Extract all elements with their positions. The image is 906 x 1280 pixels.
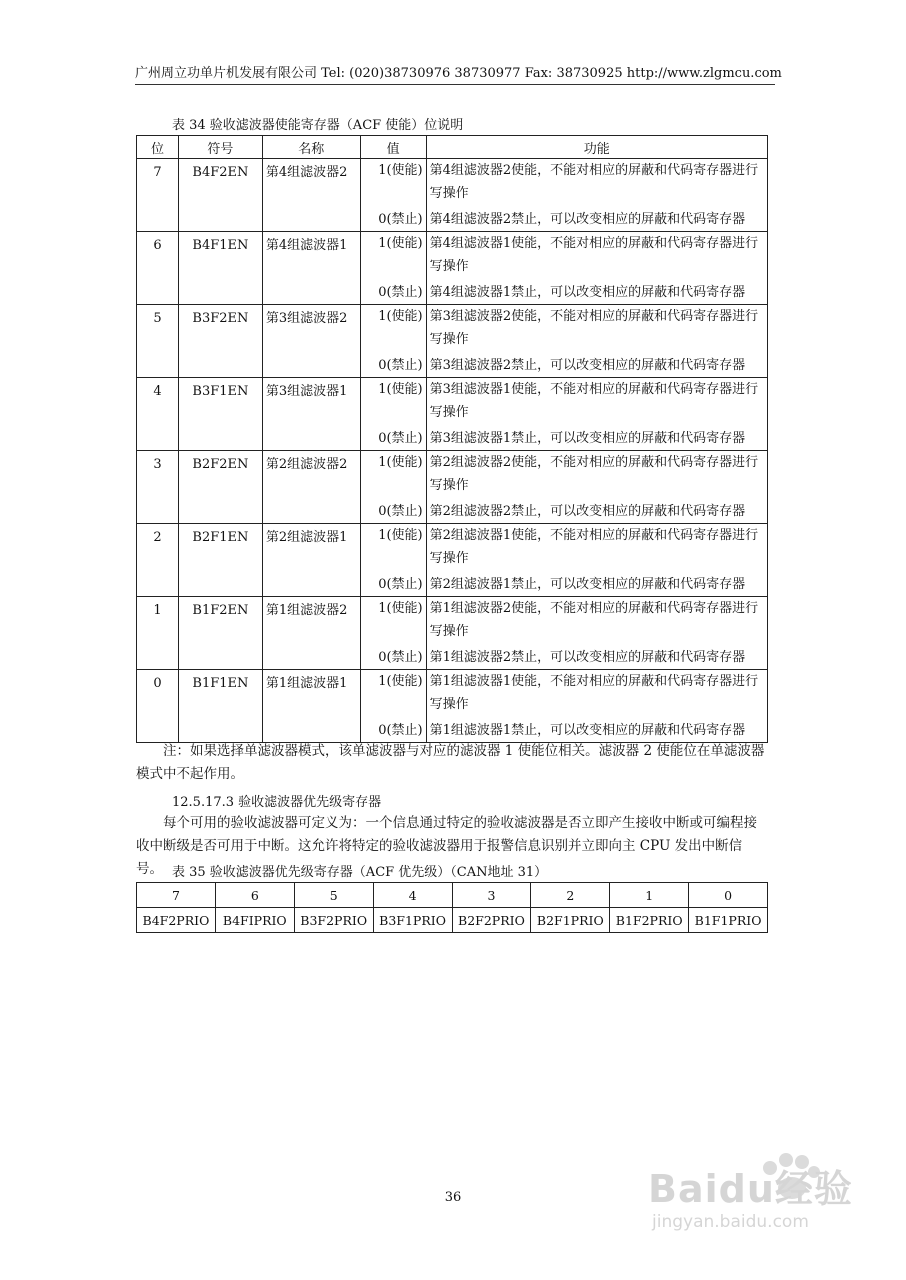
bit-cell: 3 <box>452 883 531 908</box>
symbol-cell: B1F1EN <box>178 670 262 743</box>
function-text: 写操作 <box>429 405 469 420</box>
paragraph-line: 每个可用的验收滤波器可定义为：一个信息通过特定的验收滤波器是否立即产生接收中断或可编程接 <box>163 815 757 831</box>
bit-cell: 4 <box>137 378 179 451</box>
bit-cell: 2 <box>531 883 610 908</box>
function-enable-cell <box>426 232 767 279</box>
table-row <box>137 597 768 644</box>
function-enable-cell <box>426 305 767 352</box>
table-row <box>137 232 768 279</box>
function-disable-cell: 第4组滤波器2禁止，可以改变相应的屏蔽和代码寄存器 <box>426 205 767 232</box>
symbol-cell: B3F2EN <box>178 305 262 378</box>
bit-cell: 4 <box>373 883 452 908</box>
header-name: 名称 <box>262 136 360 159</box>
symbol-cell: B4F2EN <box>178 159 262 232</box>
bit-name-cell: B1F1PRIO <box>689 908 768 933</box>
table-row <box>137 378 768 425</box>
function-disable-cell: 第3组滤波器1禁止，可以改变相应的屏蔽和代码寄存器 <box>426 424 767 451</box>
symbol-cell: B2F2EN <box>178 451 262 524</box>
value-disable-cell: 0(禁止) <box>360 716 426 743</box>
bit-cell: 1 <box>610 883 689 908</box>
value-enable-cell: 1(使能) <box>360 305 426 352</box>
bit-name-cell: B4FIPRIO <box>215 908 294 933</box>
page-header: 广州周立功单片机发展有限公司 Tel: (020)38730976 38730977 Fax: 38730925 http://www.zlgmcu.com <box>135 66 782 81</box>
value-disable-cell: 0(禁止) <box>360 643 426 670</box>
name-cell: 第3组滤波器1 <box>262 378 360 451</box>
table-row <box>137 305 768 352</box>
header-symbol: 符号 <box>178 136 262 159</box>
value-enable-cell: 1(使能) <box>360 670 426 717</box>
value-enable-cell: 1(使能) <box>360 451 426 498</box>
table-row <box>137 524 768 571</box>
function-text: 写操作 <box>429 478 469 493</box>
bit-cell: 3 <box>137 451 179 524</box>
name-cell: 第2组滤波器2 <box>262 451 360 524</box>
bit-cell: 5 <box>294 883 373 908</box>
function-enable-cell <box>426 670 767 717</box>
bit-number-row <box>137 883 768 908</box>
bit-cell: 2 <box>137 524 179 597</box>
table-row <box>137 159 768 206</box>
baidu-watermark <box>630 1140 880 1250</box>
function-enable-cell <box>426 378 767 425</box>
value-enable-cell: 1(使能) <box>360 597 426 644</box>
watermark-brand: Baidu经验 <box>648 1167 853 1211</box>
bit-cell: 0 <box>137 670 179 743</box>
symbol-cell: B3F1EN <box>178 378 262 451</box>
bit-name-row <box>137 908 768 933</box>
function-text: 第1组滤波器2使能，不能对相应的屏蔽和代码寄存器进行 <box>429 601 759 616</box>
function-disable-cell: 第2组滤波器1禁止，可以改变相应的屏蔽和代码寄存器 <box>426 570 767 597</box>
function-disable-cell: 第1组滤波器1禁止，可以改变相应的屏蔽和代码寄存器 <box>426 716 767 743</box>
function-text: 第3组滤波器2使能，不能对相应的屏蔽和代码寄存器进行 <box>429 309 759 324</box>
table-header-row <box>137 136 768 159</box>
name-cell: 第1组滤波器2 <box>262 597 360 670</box>
note-line: 模式中不起作用。 <box>136 766 244 782</box>
value-enable-cell: 1(使能) <box>360 232 426 279</box>
header-bit: 位 <box>137 136 179 159</box>
note-paragraph <box>136 740 768 786</box>
name-cell: 第2组滤波器1 <box>262 524 360 597</box>
bit-cell: 0 <box>689 883 768 908</box>
name-cell: 第4组滤波器1 <box>262 232 360 305</box>
function-disable-cell: 第3组滤波器2禁止，可以改变相应的屏蔽和代码寄存器 <box>426 351 767 378</box>
function-enable-cell <box>426 597 767 644</box>
function-disable-cell: 第2组滤波器2禁止，可以改变相应的屏蔽和代码寄存器 <box>426 497 767 524</box>
bit-name-cell: B4F2PRIO <box>137 908 216 933</box>
bit-cell: 6 <box>215 883 294 908</box>
value-enable-cell: 1(使能) <box>360 378 426 425</box>
function-disable-cell: 第1组滤波器2禁止，可以改变相应的屏蔽和代码寄存器 <box>426 643 767 670</box>
value-disable-cell: 0(禁止) <box>360 278 426 305</box>
function-text: 第2组滤波器2使能，不能对相应的屏蔽和代码寄存器进行 <box>429 455 759 470</box>
note-line: 注：如果选择单滤波器模式，该单滤波器与对应的滤波器 1 使能位相关。滤波器 2 使能位在单滤波器 <box>163 743 765 759</box>
bit-cell: 7 <box>137 159 179 232</box>
value-disable-cell: 0(禁止) <box>360 497 426 524</box>
bit-name-cell: B3F1PRIO <box>373 908 452 933</box>
watermark-site: jingyan.baidu.com <box>652 1212 809 1232</box>
function-text: 写操作 <box>429 697 469 712</box>
symbol-cell: B2F1EN <box>178 524 262 597</box>
function-text: 写操作 <box>429 332 469 347</box>
value-disable-cell: 0(禁止) <box>360 424 426 451</box>
name-cell: 第3组滤波器2 <box>262 305 360 378</box>
section-heading: 12.5.17.3 验收滤波器优先级寄存器 <box>172 795 382 810</box>
header-rule <box>135 84 775 85</box>
value-disable-cell: 0(禁止) <box>360 570 426 597</box>
function-text: 第1组滤波器1使能，不能对相应的屏蔽和代码寄存器进行 <box>429 674 759 689</box>
value-enable-cell: 1(使能) <box>360 159 426 206</box>
function-text: 第2组滤波器1使能，不能对相应的屏蔽和代码寄存器进行 <box>429 528 759 543</box>
bit-cell: 6 <box>137 232 179 305</box>
function-text: 写操作 <box>429 186 469 201</box>
function-text: 第4组滤波器1使能，不能对相应的屏蔽和代码寄存器进行 <box>429 236 759 251</box>
acf-priority-table <box>136 882 768 933</box>
bit-cell: 1 <box>137 597 179 670</box>
table34-caption: 表 34 验收滤波器使能寄存器（ACF 使能）位说明 <box>172 118 464 133</box>
value-disable-cell: 0(禁止) <box>360 205 426 232</box>
bit-cell: 5 <box>137 305 179 378</box>
bit-cell: 7 <box>137 883 216 908</box>
bit-name-cell: B2F2PRIO <box>452 908 531 933</box>
table-row <box>137 670 768 717</box>
bit-name-cell: B2F1PRIO <box>531 908 610 933</box>
function-text: 写操作 <box>429 259 469 274</box>
function-text: 第4组滤波器2使能，不能对相应的屏蔽和代码寄存器进行 <box>429 163 759 178</box>
symbol-cell: B4F1EN <box>178 232 262 305</box>
value-enable-cell: 1(使能) <box>360 524 426 571</box>
page-number: 36 <box>444 1190 462 1205</box>
name-cell: 第4组滤波器2 <box>262 159 360 232</box>
function-enable-cell <box>426 451 767 498</box>
table35-caption: 表 35 验收滤波器优先级寄存器（ACF 优先级）（CAN地址 31） <box>172 865 548 880</box>
function-disable-cell: 第4组滤波器1禁止，可以改变相应的屏蔽和代码寄存器 <box>426 278 767 305</box>
acf-enable-table <box>136 135 768 743</box>
name-cell: 第1组滤波器1 <box>262 670 360 743</box>
bit-name-cell: B3F2PRIO <box>294 908 373 933</box>
function-text: 写操作 <box>429 624 469 639</box>
function-text: 写操作 <box>429 551 469 566</box>
symbol-cell: B1F2EN <box>178 597 262 670</box>
header-function: 功能 <box>426 136 767 159</box>
table-row <box>137 451 768 498</box>
function-enable-cell <box>426 524 767 571</box>
paragraph-line: 收中断级是否可用于中断。这允许将特定的验收滤波器用于报警信息识别并立即向主 CPU 发出中断信号。 <box>136 838 743 877</box>
value-disable-cell: 0(禁止) <box>360 351 426 378</box>
bit-name-cell: B1F2PRIO <box>610 908 689 933</box>
function-enable-cell <box>426 159 767 206</box>
function-text: 第3组滤波器1使能，不能对相应的屏蔽和代码寄存器进行 <box>429 382 759 397</box>
header-value: 值 <box>360 136 426 159</box>
